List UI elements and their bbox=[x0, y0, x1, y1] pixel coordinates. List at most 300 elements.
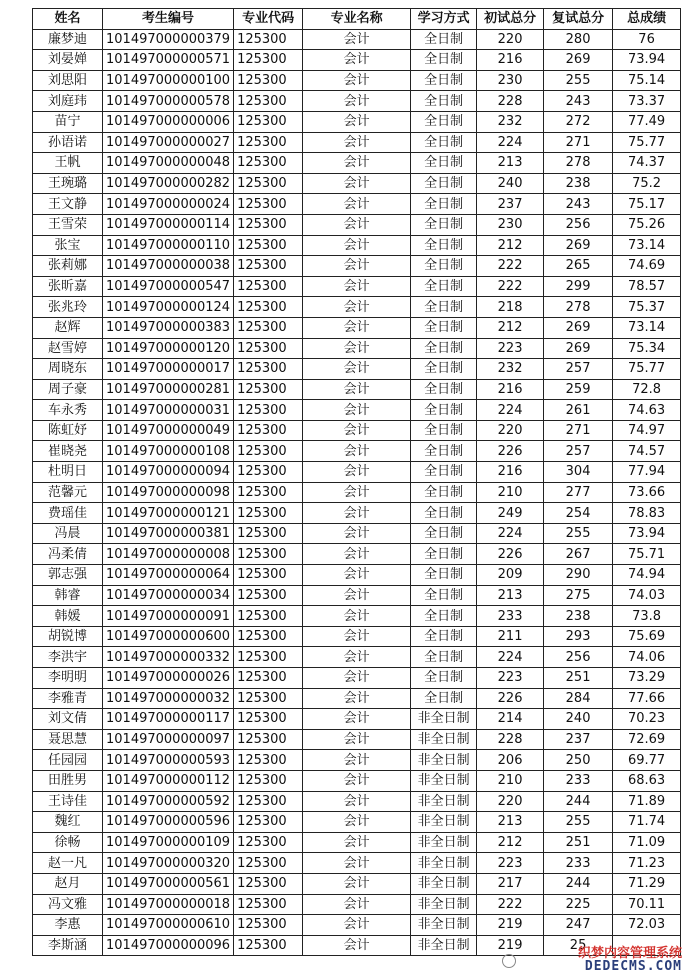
cell-prelim-score: 249 bbox=[477, 503, 544, 524]
cell-study-mode: 非全日制 bbox=[411, 832, 477, 853]
table-row bbox=[33, 29, 681, 50]
cell-major-code: 125300 bbox=[234, 791, 303, 812]
cell-prelim-score: 230 bbox=[477, 214, 544, 235]
cell-study-mode: 非全日制 bbox=[411, 709, 477, 730]
table-row bbox=[33, 338, 681, 359]
cell-major-name: 会计 bbox=[303, 915, 411, 936]
cell-study-mode: 全日制 bbox=[411, 359, 477, 380]
cell-major-code: 125300 bbox=[234, 688, 303, 709]
cell-study-mode: 非全日制 bbox=[411, 812, 477, 833]
cell-exam-id: 101497000000547 bbox=[103, 276, 234, 297]
cell-major-name: 会计 bbox=[303, 606, 411, 627]
cell-total-score: 77.94 bbox=[613, 462, 681, 483]
cell-exam-id: 101497000000571 bbox=[103, 50, 234, 71]
cell-total-score: 74.94 bbox=[613, 565, 681, 586]
header-total-score: 总成绩 bbox=[613, 9, 681, 30]
cell-major-name: 会计 bbox=[303, 750, 411, 771]
cell-major-name: 会计 bbox=[303, 462, 411, 483]
cell-major-name: 会计 bbox=[303, 668, 411, 689]
cell-prelim-score: 226 bbox=[477, 688, 544, 709]
cell-study-mode: 全日制 bbox=[411, 338, 477, 359]
cell-name: 张莉娜 bbox=[33, 256, 103, 277]
table-row bbox=[33, 812, 681, 833]
cell-retest-score: 237 bbox=[544, 729, 613, 750]
cell-retest-score: 244 bbox=[544, 873, 613, 894]
cell-prelim-score: 230 bbox=[477, 70, 544, 91]
cell-retest-score: 250 bbox=[544, 750, 613, 771]
cell-total-score: 75.26 bbox=[613, 214, 681, 235]
cell-major-code: 125300 bbox=[234, 153, 303, 174]
cell-study-mode: 全日制 bbox=[411, 29, 477, 50]
cell-major-code: 125300 bbox=[234, 750, 303, 771]
cell-prelim-score: 240 bbox=[477, 173, 544, 194]
cell-exam-id: 101497000000381 bbox=[103, 523, 234, 544]
cell-study-mode: 全日制 bbox=[411, 420, 477, 441]
cell-exam-id: 101497000000097 bbox=[103, 729, 234, 750]
cell-retest-score: 284 bbox=[544, 688, 613, 709]
table-row bbox=[33, 894, 681, 915]
table-row bbox=[33, 853, 681, 874]
cell-prelim-score: 216 bbox=[477, 50, 544, 71]
cell-major-name: 会计 bbox=[303, 565, 411, 586]
cell-major-name: 会计 bbox=[303, 338, 411, 359]
cell-total-score: 71.09 bbox=[613, 832, 681, 853]
cell-total-score: 75.17 bbox=[613, 194, 681, 215]
cell-retest-score: 243 bbox=[544, 194, 613, 215]
cell-major-code: 125300 bbox=[234, 585, 303, 606]
cell-major-code: 125300 bbox=[234, 111, 303, 132]
cell-study-mode: 全日制 bbox=[411, 565, 477, 586]
cell-retest-score: 265 bbox=[544, 256, 613, 277]
score-table bbox=[32, 8, 681, 956]
cell-major-name: 会计 bbox=[303, 379, 411, 400]
cell-exam-id: 101497000000031 bbox=[103, 400, 234, 421]
cell-retest-score: 255 bbox=[544, 523, 613, 544]
cell-prelim-score: 222 bbox=[477, 276, 544, 297]
table-row bbox=[33, 523, 681, 544]
cell-major-name: 会计 bbox=[303, 626, 411, 647]
table-row bbox=[33, 709, 681, 730]
cell-prelim-score: 212 bbox=[477, 235, 544, 256]
table-row bbox=[33, 132, 681, 153]
cell-retest-score: 267 bbox=[544, 544, 613, 565]
cell-exam-id: 101497000000332 bbox=[103, 647, 234, 668]
cell-exam-id: 101497000000096 bbox=[103, 935, 234, 956]
cell-retest-score: 256 bbox=[544, 647, 613, 668]
cell-prelim-score: 213 bbox=[477, 812, 544, 833]
cell-retest-score: 275 bbox=[544, 585, 613, 606]
table-row bbox=[33, 256, 681, 277]
cell-name: 张宝 bbox=[33, 235, 103, 256]
cell-major-code: 125300 bbox=[234, 462, 303, 483]
cell-study-mode: 全日制 bbox=[411, 688, 477, 709]
table-row bbox=[33, 400, 681, 421]
cell-major-name: 会计 bbox=[303, 853, 411, 874]
cell-major-name: 会计 bbox=[303, 709, 411, 730]
cell-major-name: 会计 bbox=[303, 70, 411, 91]
table-row bbox=[33, 503, 681, 524]
cell-study-mode: 全日制 bbox=[411, 482, 477, 503]
cell-prelim-score: 224 bbox=[477, 523, 544, 544]
cell-retest-score: 269 bbox=[544, 338, 613, 359]
watermark-url-text: DEDECMS.COM bbox=[584, 959, 682, 975]
cell-total-score: 73.8 bbox=[613, 606, 681, 627]
cell-retest-score: 257 bbox=[544, 441, 613, 462]
cell-major-code: 125300 bbox=[234, 70, 303, 91]
cell-major-code: 125300 bbox=[234, 50, 303, 71]
cell-exam-id: 101497000000114 bbox=[103, 214, 234, 235]
cell-total-score: 74.69 bbox=[613, 256, 681, 277]
cell-name: 赵辉 bbox=[33, 317, 103, 338]
cell-retest-score: 272 bbox=[544, 111, 613, 132]
cell-study-mode: 全日制 bbox=[411, 50, 477, 71]
cell-retest-score: 277 bbox=[544, 482, 613, 503]
cell-study-mode: 全日制 bbox=[411, 647, 477, 668]
table-row bbox=[33, 379, 681, 400]
watermark bbox=[578, 947, 682, 974]
cell-exam-id: 101497000000281 bbox=[103, 379, 234, 400]
cell-exam-id: 101497000000024 bbox=[103, 194, 234, 215]
cell-name: 赵一凡 bbox=[33, 853, 103, 874]
cell-major-code: 125300 bbox=[234, 338, 303, 359]
cell-study-mode: 全日制 bbox=[411, 317, 477, 338]
cell-name: 王文静 bbox=[33, 194, 103, 215]
cell-total-score: 74.37 bbox=[613, 153, 681, 174]
cell-prelim-score: 222 bbox=[477, 256, 544, 277]
table-row bbox=[33, 832, 681, 853]
cell-total-score: 76 bbox=[613, 29, 681, 50]
table-row bbox=[33, 276, 681, 297]
cell-major-code: 125300 bbox=[234, 647, 303, 668]
table-row bbox=[33, 111, 681, 132]
cell-prelim-score: 223 bbox=[477, 853, 544, 874]
cell-total-score: 71.29 bbox=[613, 873, 681, 894]
cell-exam-id: 101497000000026 bbox=[103, 668, 234, 689]
cell-retest-score: 293 bbox=[544, 626, 613, 647]
cell-major-name: 会计 bbox=[303, 132, 411, 153]
cell-retest-score: 269 bbox=[544, 317, 613, 338]
table-row bbox=[33, 770, 681, 791]
cell-study-mode: 全日制 bbox=[411, 70, 477, 91]
table-row bbox=[33, 791, 681, 812]
table-row bbox=[33, 194, 681, 215]
cell-name: 杜明日 bbox=[33, 462, 103, 483]
cell-study-mode: 全日制 bbox=[411, 462, 477, 483]
cell-major-code: 125300 bbox=[234, 132, 303, 153]
cell-total-score: 74.03 bbox=[613, 585, 681, 606]
cell-study-mode: 全日制 bbox=[411, 379, 477, 400]
cell-retest-score: 251 bbox=[544, 832, 613, 853]
cell-study-mode: 全日制 bbox=[411, 400, 477, 421]
cell-total-score: 73.29 bbox=[613, 668, 681, 689]
table-row bbox=[33, 317, 681, 338]
cell-total-score: 75.14 bbox=[613, 70, 681, 91]
cell-study-mode: 非全日制 bbox=[411, 770, 477, 791]
cell-exam-id: 101497000000006 bbox=[103, 111, 234, 132]
cell-major-code: 125300 bbox=[234, 379, 303, 400]
cell-major-code: 125300 bbox=[234, 173, 303, 194]
cell-name: 郭志强 bbox=[33, 565, 103, 586]
cell-major-code: 125300 bbox=[234, 606, 303, 627]
cell-name: 聂思慧 bbox=[33, 729, 103, 750]
cell-exam-id: 101497000000610 bbox=[103, 915, 234, 936]
cell-study-mode: 全日制 bbox=[411, 173, 477, 194]
cell-major-name: 会计 bbox=[303, 173, 411, 194]
cell-major-name: 会计 bbox=[303, 770, 411, 791]
cell-name: 车永秀 bbox=[33, 400, 103, 421]
table-row bbox=[33, 420, 681, 441]
cell-major-name: 会计 bbox=[303, 256, 411, 277]
cell-name: 刘思阳 bbox=[33, 70, 103, 91]
cell-total-score: 77.49 bbox=[613, 111, 681, 132]
cell-name: 王帆 bbox=[33, 153, 103, 174]
table-row bbox=[33, 647, 681, 668]
cell-major-code: 125300 bbox=[234, 400, 303, 421]
weibo-icon bbox=[502, 954, 516, 968]
cell-major-name: 会计 bbox=[303, 503, 411, 524]
cell-exam-id: 101497000000038 bbox=[103, 256, 234, 277]
cell-prelim-score: 233 bbox=[477, 606, 544, 627]
cell-exam-id: 101497000000593 bbox=[103, 750, 234, 771]
cell-study-mode: 非全日制 bbox=[411, 894, 477, 915]
cell-prelim-score: 209 bbox=[477, 565, 544, 586]
cell-exam-id: 101497000000018 bbox=[103, 894, 234, 915]
table-row bbox=[33, 359, 681, 380]
cell-major-name: 会计 bbox=[303, 276, 411, 297]
cell-total-score: 71.23 bbox=[613, 853, 681, 874]
cell-name: 魏红 bbox=[33, 812, 103, 833]
cell-exam-id: 101497000000032 bbox=[103, 688, 234, 709]
table-row bbox=[33, 750, 681, 771]
table-body bbox=[33, 29, 681, 956]
cell-study-mode: 全日制 bbox=[411, 297, 477, 318]
cell-name: 陈虹妤 bbox=[33, 420, 103, 441]
cell-major-name: 会计 bbox=[303, 894, 411, 915]
cell-total-score: 68.63 bbox=[613, 770, 681, 791]
cell-major-name: 会计 bbox=[303, 729, 411, 750]
cell-major-code: 125300 bbox=[234, 235, 303, 256]
cell-prelim-score: 223 bbox=[477, 338, 544, 359]
cell-prelim-score: 206 bbox=[477, 750, 544, 771]
cell-retest-score: 269 bbox=[544, 235, 613, 256]
cell-major-code: 125300 bbox=[234, 441, 303, 462]
header-name: 姓名 bbox=[33, 9, 103, 30]
cell-prelim-score: 226 bbox=[477, 544, 544, 565]
cell-major-code: 125300 bbox=[234, 565, 303, 586]
cell-major-code: 125300 bbox=[234, 832, 303, 853]
table-row bbox=[33, 235, 681, 256]
table-row bbox=[33, 441, 681, 462]
cell-study-mode: 非全日制 bbox=[411, 915, 477, 936]
cell-prelim-score: 232 bbox=[477, 111, 544, 132]
cell-name: 张兆玲 bbox=[33, 297, 103, 318]
cell-prelim-score: 214 bbox=[477, 709, 544, 730]
cell-prelim-score: 228 bbox=[477, 729, 544, 750]
cell-prelim-score: 219 bbox=[477, 935, 544, 956]
cell-retest-score: 278 bbox=[544, 297, 613, 318]
cell-study-mode: 全日制 bbox=[411, 153, 477, 174]
cell-study-mode: 全日制 bbox=[411, 503, 477, 524]
cell-retest-score: 238 bbox=[544, 606, 613, 627]
cell-exam-id: 101497000000008 bbox=[103, 544, 234, 565]
table-row bbox=[33, 153, 681, 174]
cell-prelim-score: 222 bbox=[477, 894, 544, 915]
cell-study-mode: 全日制 bbox=[411, 544, 477, 565]
cell-total-score: 74.63 bbox=[613, 400, 681, 421]
cell-retest-score: 255 bbox=[544, 70, 613, 91]
cell-study-mode: 非全日制 bbox=[411, 853, 477, 874]
cell-major-code: 125300 bbox=[234, 935, 303, 956]
cell-name: 赵雪婷 bbox=[33, 338, 103, 359]
cell-major-name: 会计 bbox=[303, 544, 411, 565]
cell-major-code: 125300 bbox=[234, 873, 303, 894]
cell-exam-id: 101497000000383 bbox=[103, 317, 234, 338]
cell-study-mode: 全日制 bbox=[411, 523, 477, 544]
table-row bbox=[33, 915, 681, 936]
cell-exam-id: 101497000000117 bbox=[103, 709, 234, 730]
cell-exam-id: 101497000000112 bbox=[103, 770, 234, 791]
cell-retest-score: 233 bbox=[544, 770, 613, 791]
cell-total-score: 73.37 bbox=[613, 91, 681, 112]
cell-major-code: 125300 bbox=[234, 503, 303, 524]
cell-major-code: 125300 bbox=[234, 194, 303, 215]
cell-name: 徐畅 bbox=[33, 832, 103, 853]
cell-prelim-score: 216 bbox=[477, 379, 544, 400]
cell-retest-score: 251 bbox=[544, 668, 613, 689]
cell-study-mode: 非全日制 bbox=[411, 791, 477, 812]
cell-prelim-score: 224 bbox=[477, 647, 544, 668]
cell-name: 苗宁 bbox=[33, 111, 103, 132]
cell-name: 韩睿 bbox=[33, 585, 103, 606]
cell-prelim-score: 217 bbox=[477, 873, 544, 894]
table-row bbox=[33, 873, 681, 894]
cell-prelim-score: 218 bbox=[477, 297, 544, 318]
cell-major-code: 125300 bbox=[234, 915, 303, 936]
cell-name: 任园园 bbox=[33, 750, 103, 771]
cell-total-score: 70.23 bbox=[613, 709, 681, 730]
cell-exam-id: 101497000000121 bbox=[103, 503, 234, 524]
cell-retest-score: 255 bbox=[544, 812, 613, 833]
table-row bbox=[33, 462, 681, 483]
cell-major-code: 125300 bbox=[234, 709, 303, 730]
cell-retest-score: 299 bbox=[544, 276, 613, 297]
cell-total-score: 78.83 bbox=[613, 503, 681, 524]
cell-major-name: 会计 bbox=[303, 482, 411, 503]
cell-prelim-score: 228 bbox=[477, 91, 544, 112]
cell-exam-id: 101497000000561 bbox=[103, 873, 234, 894]
cell-major-name: 会计 bbox=[303, 420, 411, 441]
cell-name: 张昕嘉 bbox=[33, 276, 103, 297]
cell-total-score: 72.8 bbox=[613, 379, 681, 400]
cell-total-score: 78.57 bbox=[613, 276, 681, 297]
cell-major-code: 125300 bbox=[234, 523, 303, 544]
cell-name: 孙语诺 bbox=[33, 132, 103, 153]
cell-study-mode: 全日制 bbox=[411, 276, 477, 297]
cell-exam-id: 101497000000596 bbox=[103, 812, 234, 833]
cell-major-name: 会计 bbox=[303, 29, 411, 50]
cell-prelim-score: 224 bbox=[477, 400, 544, 421]
cell-major-name: 会计 bbox=[303, 194, 411, 215]
table-row bbox=[33, 482, 681, 503]
cell-retest-score: 304 bbox=[544, 462, 613, 483]
table-row bbox=[33, 297, 681, 318]
table-row bbox=[33, 565, 681, 586]
cell-name: 冯文雅 bbox=[33, 894, 103, 915]
cell-exam-id: 101497000000100 bbox=[103, 70, 234, 91]
cell-total-score: 73.66 bbox=[613, 482, 681, 503]
cell-exam-id: 101497000000379 bbox=[103, 29, 234, 50]
cell-study-mode: 非全日制 bbox=[411, 750, 477, 771]
cell-retest-score: 243 bbox=[544, 91, 613, 112]
cell-retest-score: 238 bbox=[544, 173, 613, 194]
cell-study-mode: 全日制 bbox=[411, 194, 477, 215]
cell-retest-score: 269 bbox=[544, 50, 613, 71]
cell-total-score: 75.34 bbox=[613, 338, 681, 359]
header-exam-id: 考生编号 bbox=[103, 9, 234, 30]
cell-retest-score: 278 bbox=[544, 153, 613, 174]
cell-exam-id: 101497000000124 bbox=[103, 297, 234, 318]
cell-major-code: 125300 bbox=[234, 812, 303, 833]
cell-study-mode: 全日制 bbox=[411, 606, 477, 627]
cell-prelim-score: 210 bbox=[477, 482, 544, 503]
cell-name: 刘晏婵 bbox=[33, 50, 103, 71]
cell-major-code: 125300 bbox=[234, 770, 303, 791]
cell-name: 王诗佳 bbox=[33, 791, 103, 812]
cell-prelim-score: 220 bbox=[477, 29, 544, 50]
cell-prelim-score: 212 bbox=[477, 317, 544, 338]
cell-exam-id: 101497000000027 bbox=[103, 132, 234, 153]
cell-exam-id: 101497000000098 bbox=[103, 482, 234, 503]
cell-exam-id: 101497000000600 bbox=[103, 626, 234, 647]
cell-retest-score: 271 bbox=[544, 132, 613, 153]
cell-total-score: 75.71 bbox=[613, 544, 681, 565]
cell-retest-score: 25 bbox=[544, 935, 613, 956]
cell-exam-id: 101497000000017 bbox=[103, 359, 234, 380]
table-row bbox=[33, 688, 681, 709]
cell-major-code: 125300 bbox=[234, 276, 303, 297]
cell-total-score: 74.57 bbox=[613, 441, 681, 462]
cell-total-score: 72.69 bbox=[613, 729, 681, 750]
cell-major-code: 125300 bbox=[234, 214, 303, 235]
cell-major-code: 125300 bbox=[234, 482, 303, 503]
table-row bbox=[33, 214, 681, 235]
header-major-code: 专业代码 bbox=[234, 9, 303, 30]
cell-major-name: 会计 bbox=[303, 812, 411, 833]
cell-study-mode: 全日制 bbox=[411, 256, 477, 277]
cell-retest-score: 225 bbox=[544, 894, 613, 915]
cell-major-code: 125300 bbox=[234, 729, 303, 750]
cell-name: 费瑶佳 bbox=[33, 503, 103, 524]
cell-major-name: 会计 bbox=[303, 441, 411, 462]
cell-exam-id: 101497000000282 bbox=[103, 173, 234, 194]
cell-major-name: 会计 bbox=[303, 91, 411, 112]
cell-name: 李洪宇 bbox=[33, 647, 103, 668]
cell-major-name: 会计 bbox=[303, 791, 411, 812]
cell-name: 周晓东 bbox=[33, 359, 103, 380]
cell-prelim-score: 220 bbox=[477, 791, 544, 812]
cell-prelim-score: 216 bbox=[477, 462, 544, 483]
cell-exam-id: 101497000000094 bbox=[103, 462, 234, 483]
cell-exam-id: 101497000000091 bbox=[103, 606, 234, 627]
cell-exam-id: 101497000000049 bbox=[103, 420, 234, 441]
table-row bbox=[33, 544, 681, 565]
cell-study-mode: 全日制 bbox=[411, 668, 477, 689]
cell-major-code: 125300 bbox=[234, 668, 303, 689]
cell-major-code: 125300 bbox=[234, 29, 303, 50]
cell-major-name: 会计 bbox=[303, 647, 411, 668]
cell-total-score: 73.14 bbox=[613, 235, 681, 256]
cell-prelim-score: 213 bbox=[477, 153, 544, 174]
